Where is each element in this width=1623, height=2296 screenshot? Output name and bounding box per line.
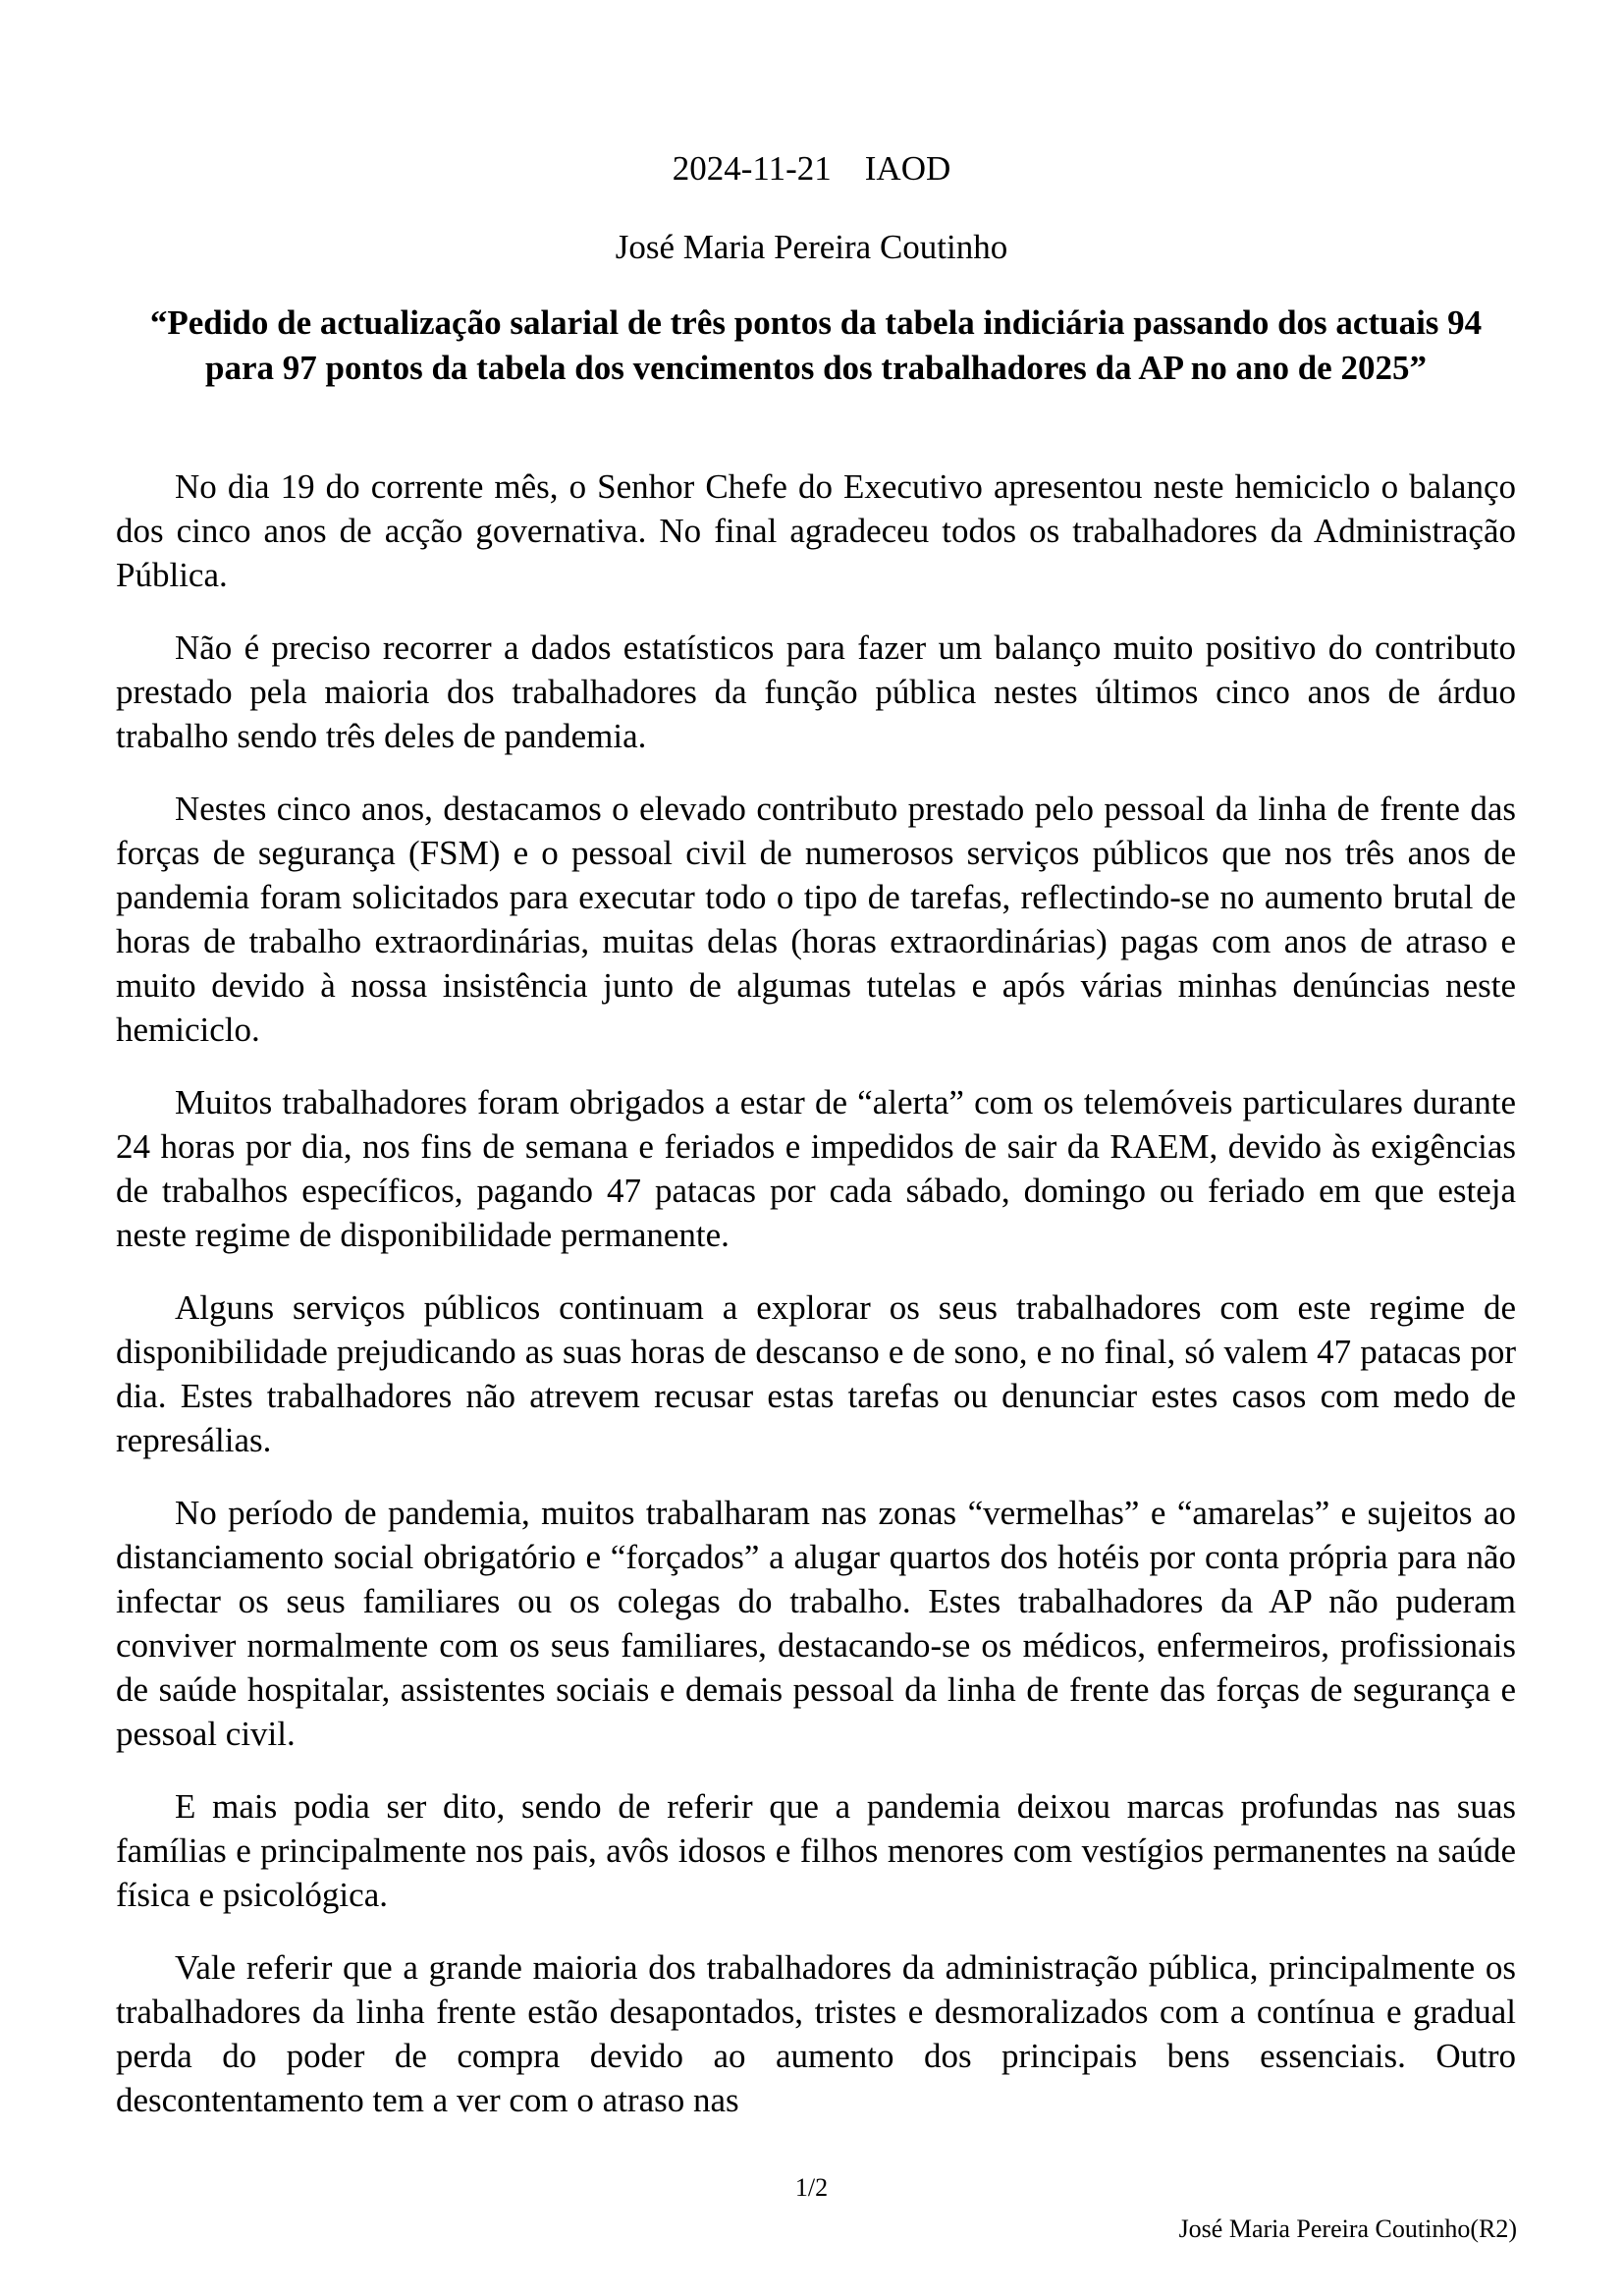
document-code: IAOD [864, 149, 951, 188]
paragraph: Nestes cinco anos, destacamos o elevado contributo prestado pelo pessoal da linha de frente das forças de segurança (FSM) e o pessoal civil de numerosos serviços públicos que nos três anos de pandemia foram solicitados para executar todo o tipo de tarefas, reflectindo-se no aumento brutal de horas de trabalho extraordinárias, muitas delas (horas extraordinárias) pagas com anos de atraso e muito devido à nossa insistência junto de algumas tutelas e após várias minhas denúncias neste hemiciclo. [116, 790, 1516, 1049]
date-line [0, 149, 1623, 189]
document-title: “Pedido de actualização salarial de três pontos da tabela indiciária passando dos actuais 94 para 97 pontos da tabela dos vencimentos dos trabalhadores da AP no ano de 2025” [149, 303, 1483, 387]
document-body [116, 465, 1516, 2151]
author-name: José Maria Pereira Coutinho [615, 228, 1008, 266]
page-number: 1/2 [794, 2173, 829, 2202]
paragraph: E mais podia ser dito, sendo de referir que a pandemia deixou marcas profundas nas suas famílias e principalmente nos pais, avôs idosos e filhos menores com vestígios permanentes na saúde física e psicológica. [116, 1787, 1516, 1914]
footer-author-tag: José Maria Pereira Coutinho(R2) [1178, 2214, 1517, 2243]
paragraph: Muitos trabalhadores foram obrigados a estar de “alerta” com os telemóveis particulares durante 24 horas por dia, nos fins de semana e feriados e impedidos de sair da RAEM, devido às exigências de trabalhos específicos, pagando 47 patacas por cada sábado, domingo ou feriado em que esteja neste regime de disponibilidade permanente. [116, 1083, 1516, 1254]
paragraph: Vale referir que a grande maioria dos trabalhadores da administração pública, principalmente os trabalhadores da linha frente estão desapontados, tristes e desmoralizados com a contínua e gradual perda do poder de compra devido ao aumento dos principais bens essenciais. Outro descontentamento tem a ver com o atraso nas [116, 1948, 1516, 2119]
paragraph: No período de pandemia, muitos trabalharam nas zonas “vermelhas” e “amarelas” e sujeitos ao distanciamento social obrigatório e “forçados” a alugar quartos dos hotéis por conta própria para não infectar os seus familiares ou os colegas do trabalho. Estes trabalhadores da AP não puderam conviver normalmente com os seus familiares, destacando-se os médicos, enfermeiros, profissionais de saúde hospitalar, assistentes sociais e demais pessoal da linha de frente das forças de segurança e pessoal civil. [116, 1494, 1516, 1753]
paragraph: Não é preciso recorrer a dados estatísticos para fazer um balanço muito positivo do contributo prestado pela maioria dos trabalhadores da função pública nestes últimos cinco anos de árduo trabalho sendo três deles de pandemia. [116, 629, 1516, 755]
document-date: 2024-11-21 [672, 149, 832, 188]
paragraph: No dia 19 do corrente mês, o Senhor Chefe do Executivo apresentou neste hemiciclo o balanço dos cinco anos de acção governativa. No final agradeceu todos os trabalhadores da Administração Pública. [116, 467, 1516, 594]
paragraph: Alguns serviços públicos continuam a explorar os seus trabalhadores com este regime de disponibilidade prejudicando as suas horas de descanso e de sono, e no final, só valem 47 patacas por dia. Estes trabalhadores não atrevem recusar estas tarefas ou denunciar estes casos com medo de represálias. [116, 1288, 1516, 1459]
